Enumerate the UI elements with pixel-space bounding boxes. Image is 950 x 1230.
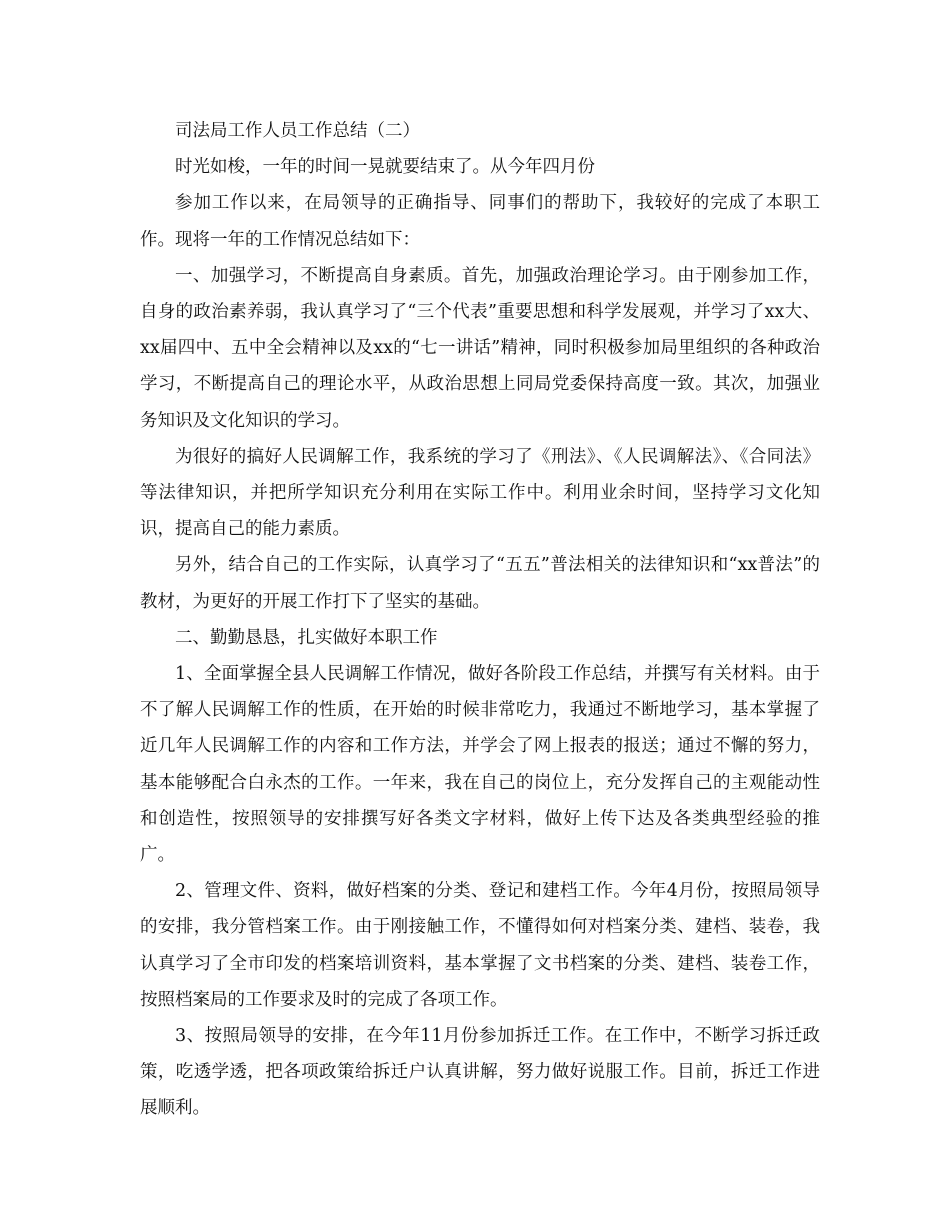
paragraph-study: 一、加强学习，不断提高自身素质。首先，加强政治理论学习。由于刚参加工作，自身的政治素养弱，我认真学习了“三个代表”重要思想和科学发展观，并学习了xx大、xx届四中、五中全会精神以及xx的“七一讲话”精神，同时积极参加局里组织的各种政治学习，不断提高自己的理论水平，从政治思想上同局党委保持高度一致。其次，加强业务知识及文化知识的学习。 (140, 265, 820, 431)
paragraph-mediation-work: 1、全面掌握全县人民调解工作情况，做好各阶段工作总结，并撰写有关材料。由于不了解人民调解工作的性质，在开始的时候非常吃力，我通过不断地学习，基本掌握了近几年人民调解工作的内容和工作方法，并学会了网上报表的报送；通过不懈的努力，基本能够配合白永杰的工作。一年来，我在自己的岗位上，充分发挥自己的主观能动性和创造性，按照领导的安排撰写好各类文字材料，做好上传下达及各类典型经验的推广。 (140, 664, 820, 866)
document-body (140, 113, 820, 1127)
document-title: 司法局工作人员工作总结（二） (175, 121, 420, 141)
paragraph-relocation-work: 3、按照局领导的安排，在今年11月份参加拆迁工作。在工作中，不断学习拆迁政策，吃透学透，把各项政策给拆迁户认真讲解，努力做好说服工作。目前，拆迁工作进展顺利。 (140, 1026, 820, 1119)
paragraph-legal-education: 另外，结合自己的工作实际，认真学习了“五五”普法相关的法律知识和“xx普法”的教材，为更好的开展工作打下了坚实的基础。 (140, 555, 820, 612)
paragraph-overview: 参加工作以来，在局领导的正确指导、同事们的帮助下，我较好的完成了本职工作。现将一年的工作情况总结如下： (140, 193, 820, 250)
paragraph-law-study: 为很好的搞好人民调解工作，我系统的学习了《刑法》、《人民调解法》、《合同法》等法律知识，并把所学知识充分利用在实际工作中。利用业余时间，坚持学习文化知识，提高自己的能力素质。 (140, 446, 820, 540)
paragraph-archives-work: 2、管理文件、资料，做好档案的分类、登记和建档工作。今年4月份，按照局领导的安排，我分管档案工作。由于刚接触工作，不懂得如何对档案分类、建档、装卷，我认真学习了全市印发的档案培训资料，基本掌握了文书档案的分类、建档、装卷工作，按照档案局的工作要求及时的完成了各项工作。 (140, 881, 820, 1010)
paragraph-intro: 时光如梭，一年的时间一晃就要结束了。从今年四月份 (175, 157, 595, 178)
section-heading-duties: 二、勤勤恳恳，扎实做好本职工作 (175, 627, 438, 648)
